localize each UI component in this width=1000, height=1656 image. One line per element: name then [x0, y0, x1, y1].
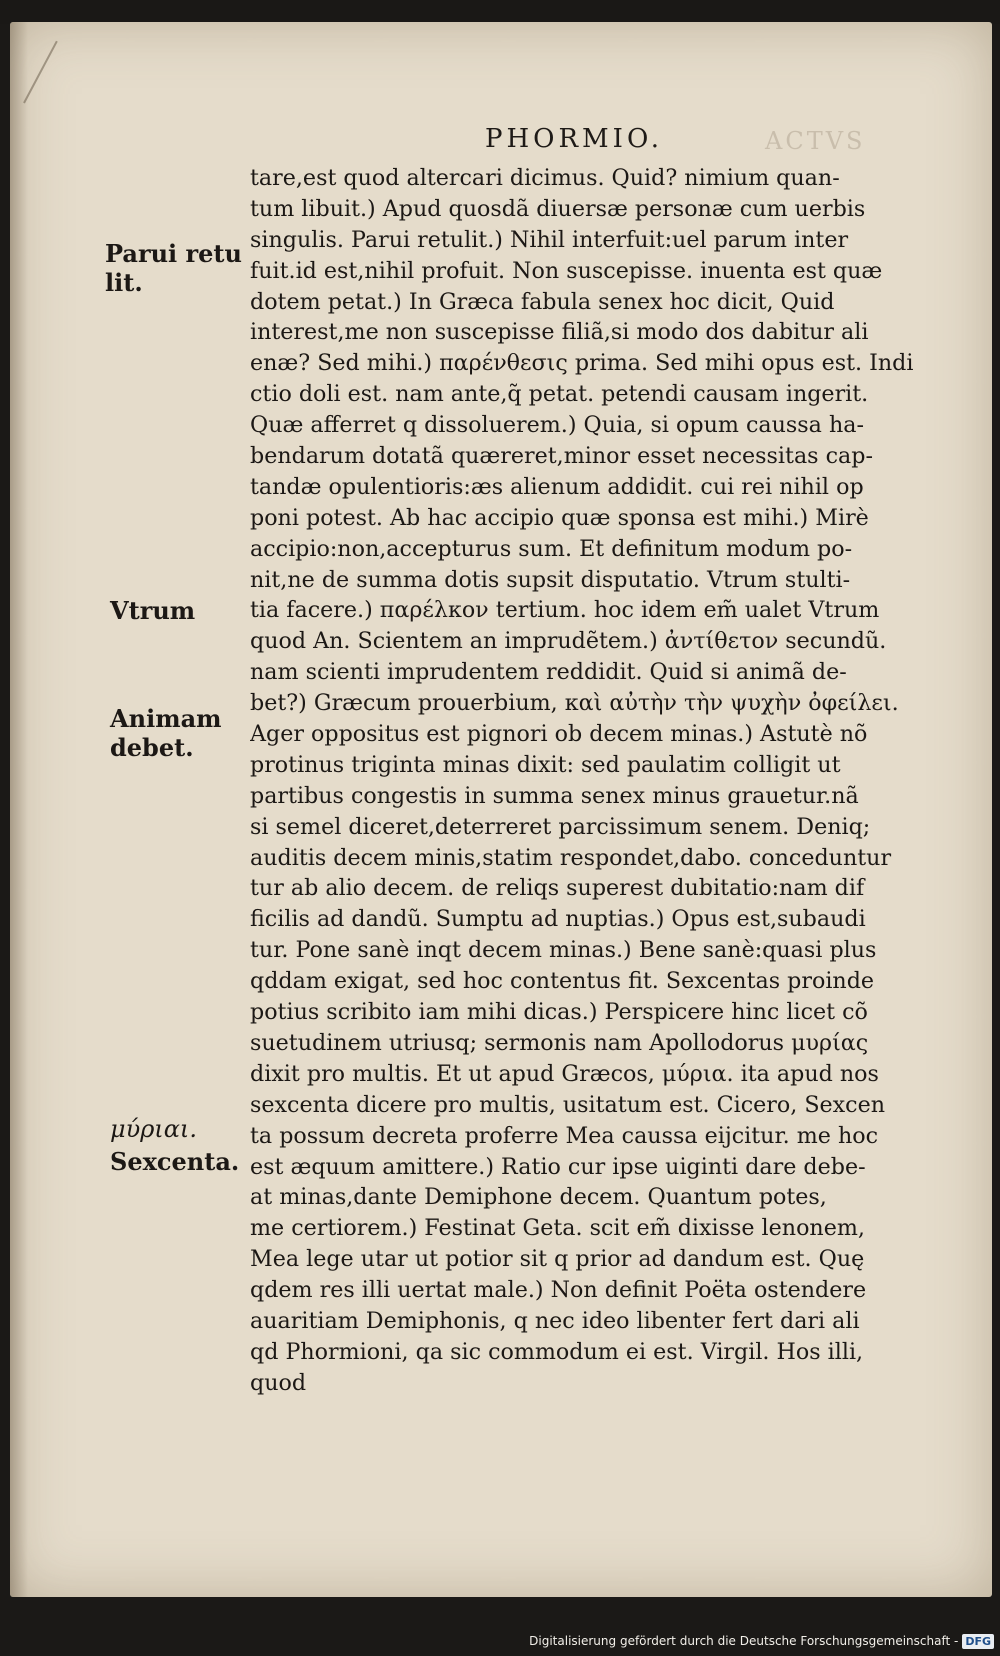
text-line: singulis. Parui retulit.) Nihil interfuit:uel parum inter	[250, 226, 849, 253]
text-line: sexcenta dicere pro multis, usitatum est. Cicero, Sexcen	[250, 1091, 886, 1118]
text-line: poni potest. Ab hac accipio quæ sponsa est mihi.) Mirè	[250, 504, 869, 531]
text-line: tare,est quod altercari dicimus. Quid? nimium quan-	[250, 165, 840, 191]
text-line: tum libuit.) Apud quosdã diuersæ personæ cum uerbis	[250, 195, 866, 222]
commentary-text	[250, 163, 970, 1399]
credit-text: Digitalisierung gefördert durch die Deutsche Forschungsgemeinschaft -	[529, 1634, 959, 1648]
text-line: qd Phormioni, qa sic commodum ei est. Virgil. Hos illi,	[250, 1338, 864, 1365]
text-line: bet?) Græcum prouerbium, καὶ αὐτὴν τὴν ψυχὴν ὀφείλει.	[250, 690, 899, 717]
text-line: qdem res illi uertat male.) Non definit Poëta ostendere	[250, 1277, 867, 1304]
digitization-credit	[529, 1630, 994, 1652]
text-line: suetudinem utriusq; sermonis nam Apollodorus μυρίας	[250, 1029, 869, 1056]
text-line: accipio:non,accepturus sum. Et definitum modum po-	[250, 535, 853, 562]
text-line: nam scienti imprudentem reddidit. Quid si animã de-	[250, 659, 847, 686]
text-line: tia facere.) παρέλκον tertium. hoc idem em̃ ualet Vtrum	[250, 597, 880, 624]
text-line: auditis decem minis,statim respondet,dabo. conceduntur	[250, 844, 892, 871]
text-line: Quæ afferret q dissoluerem.) Quia, si opum caussa ha-	[250, 412, 864, 439]
text-line: partibus congestis in summa senex minus grauetur.nã	[250, 782, 859, 809]
bleed-through-heading: ACTVS	[765, 127, 866, 155]
text-line: enæ? Sed mihi.) παρένθεσις prima. Sed mihi opus est. Indi	[250, 350, 914, 377]
text-line: ficilis ad dandũ. Sumptu ad nuptias.) Opus est,subaudi	[250, 906, 866, 933]
margin-note-greek: μύριαι.	[110, 1115, 197, 1143]
text-line: me certiorem.) Festinat Geta. scit em̃ dixisse lenonem,	[250, 1215, 865, 1242]
text-line: ta possum decreta proferre Mea caussa eijcitur. me hoc	[250, 1122, 879, 1149]
margin-note-vtrum: Vtrum	[110, 596, 196, 625]
margin-note-parui-retulit: Parui retu lit.	[105, 239, 242, 297]
text-line: auaritiam Demiphonis, q nec ideo libenter fert dari ali	[250, 1307, 860, 1334]
margin-note-sexcenta: Sexcenta.	[110, 1147, 240, 1176]
text-line: tur. Pone sanè inqt decem minas.) Bene sanè:quasi plus	[250, 937, 877, 964]
text-line: dixit pro multis. Et ut apud Græcos, μύρια. ita apud nos	[250, 1060, 879, 1087]
text-line: potius scribito iam mihi dicas.) Perspicere hinc licet cõ	[250, 999, 868, 1026]
text-line: ctio doli est. nam ante,q̃ petat. petendi causam ingerit.	[250, 381, 869, 408]
text-line: Ager oppositus est pignori ob decem minas.) Astutè nõ	[250, 721, 868, 748]
text-line: at minas,dante Demiphone decem. Quantum potes,	[250, 1184, 827, 1211]
text-line: bendarum dotatã quæreret,minor esset necessitas cap-	[250, 443, 873, 470]
text-line: si semel diceret,deterreret parcissimum senem. Deniq;	[250, 813, 871, 840]
text-line: dotem petat.) In Græca fabula senex hoc dicit, Quid	[250, 288, 835, 315]
running-head: PHORMIO.	[485, 124, 664, 154]
text-line: tur ab alio decem. de reliqs superest dubitatio:nam dif	[250, 875, 865, 902]
page-fold-mark	[23, 41, 58, 104]
dfg-logo: DFG	[962, 1634, 994, 1649]
text-line: protinus triginta minas dixit: sed paulatim colligit ut	[250, 751, 841, 778]
text-line: nit,ne de summa dotis supsit disputatio. Vtrum stulti-	[250, 566, 851, 593]
text-line: est æquum amittere.) Ratio cur ipse uiginti dare debe-	[250, 1153, 866, 1180]
book-page	[10, 22, 992, 1597]
margin-note-animam-debet: Animam debet.	[110, 704, 222, 762]
text-line: Mea lege utar ut potior sit q prior ad dandum est. Quę	[250, 1246, 865, 1273]
scan-frame-top	[0, 0, 1000, 24]
text-line: qddam exigat, sed hoc contentus fit. Sexcentas proinde	[250, 968, 875, 995]
text-line: quod	[250, 1369, 307, 1396]
text-line: tandæ opulentioris:æs alienum addidit. cui rei nihil op	[250, 473, 864, 500]
text-line: fuit.id est,nihil profuit. Non suscepisse. inuenta est quæ	[250, 257, 883, 284]
text-line: interest,me non suscepisse filiã,si modo dos dabitur ali	[250, 319, 869, 346]
text-line: quod An. Scientem an imprudẽtem.) ἀντίθετον secundũ.	[250, 628, 887, 655]
